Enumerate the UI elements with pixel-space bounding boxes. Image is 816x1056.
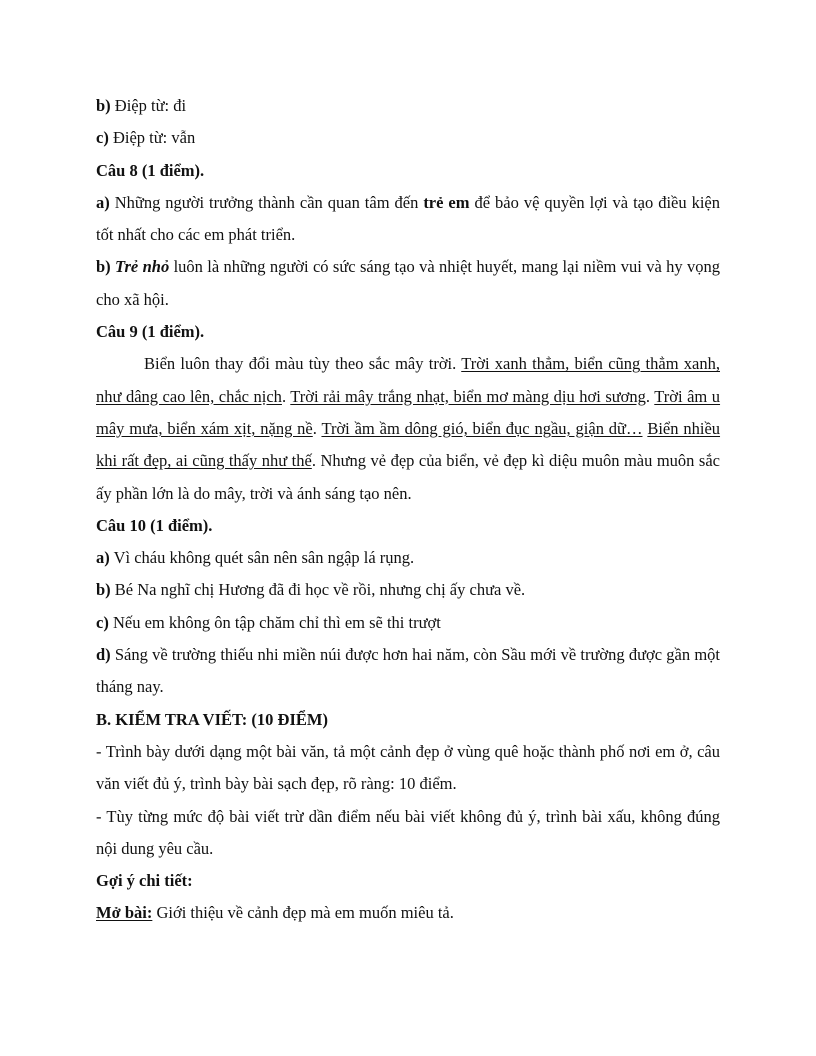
question-8-answer-a: a) Những người trưởng thành cần quan tâm đến trẻ em để bảo vệ quyền lợi và tạo điều kiện tốt nhất cho các em phát triển. (96, 192, 720, 245)
answer-label: a) (96, 548, 110, 568)
answer-c-prev (96, 122, 720, 154)
introduction-hint: Mở bài: Giới thiệu về cảnh đẹp mà em muốn miêu tả. (96, 903, 454, 923)
question-8-heading: Câu 8 (1 điểm). (96, 160, 205, 180)
question-10-answer-a: a) Vì cháu không quét sân nên sân ngập lá rụng. (96, 548, 415, 568)
part-b-item-2: - Tùy từng mức độ bài viết trừ dần điểm nếu bài viết không đủ ý, trình bài xấu, không đúng nội dung yêu cầu. (96, 806, 720, 858)
answer-label: b) (96, 257, 111, 277)
question-10-answer-d: d) Sáng về trường thiếu nhi miền núi được hơn hai năm, còn Sầu mới về trường được gần một tháng nay. (96, 645, 720, 697)
question-9-paragraph: Biển luôn thay đổi màu tùy theo sắc mây trời. Trời xanh thẳm, biển cũng thẳm xanh, như dâng cao lên, chắc nịch. Trời rải mây trắng nhạt, biển mơ màng dịu hơi sương. Trời âm u mây mưa, biển xám xịt, nặng nề. Trời ầm ầm dông gió, biển đục ngầu, giận dữ… Biển nhiều khi rất đẹp, ai cũng thấy như thế. Nhưng vẻ đẹp của biển, vẻ đẹp kì diệu muôn màu muôn sắc ấy phần lớn là do mây, trời và ánh sáng tạo nên. (96, 354, 721, 503)
answer-text: Điệp từ: vẫn (108, 128, 196, 148)
answer-label: c) (96, 612, 109, 632)
answer-label: b) (96, 96, 111, 115)
question-10-answer-c: c) Nếu em không ôn tập chăm chỉ thì em sẽ thi trượt (96, 612, 441, 632)
document-page (96, 90, 720, 930)
answer-b-prev (96, 90, 720, 122)
hint-heading: Gợi ý chi tiết: (96, 871, 193, 891)
answer-label: b) (96, 580, 111, 600)
answer-label: d) (96, 645, 111, 665)
bold-keyword: trẻ em (423, 192, 470, 212)
answer-label: c) (96, 128, 109, 148)
question-8-answer-b: b) Trẻ nhỏ luôn là những người có sức sáng tạo và nhiệt huyết, mang lại niềm vui và hy vọng cho xã hội. (96, 257, 720, 309)
part-b-heading: B. KIỂM TRA VIẾT: (10 ĐIỂM) (96, 709, 328, 729)
introduction-label: Mở bài: (96, 903, 153, 923)
underlined-sentence-1: Trời xanh thẳm, biển cũng thẳm xanh, như dâng cao lên, chắc nịch (96, 354, 720, 406)
underlined-sentence-3: Trời âm u mây mưa, biển xám xịt, nặng nề (96, 386, 721, 438)
underlined-sentence-4: Trời ầm ầm dông gió, biển đục ngầu, giận dữ… (321, 418, 643, 438)
part-b-item-1: - Trình bày dưới dạng một bài văn, tả một cảnh đẹp ở vùng quê hoặc thành phố nơi em ở, câu văn viết đủ ý, trình bày bài sạch đẹp, rõ ràng: 10 điểm. (96, 741, 720, 794)
underlined-sentence-5: Biển nhiều khi rất đẹp, ai cũng thấy như thế (96, 418, 721, 471)
answer-text: Điệp từ: đi (110, 96, 187, 115)
question-10-heading: Câu 10 (1 điểm). (96, 515, 213, 535)
answer-label: a) (96, 192, 110, 212)
question-9-heading: Câu 9 (1 điểm). (96, 322, 205, 342)
question-10-answer-b: b) Bé Na nghĩ chị Hương đã đi học về rồi, nhưng chị ấy chưa về. (96, 580, 526, 600)
bold-italic-keyword: Trẻ nhỏ (110, 257, 170, 277)
underlined-sentence-2: Trời rải mây trắng nhạt, biển mơ màng dịu hơi sương (290, 386, 646, 406)
